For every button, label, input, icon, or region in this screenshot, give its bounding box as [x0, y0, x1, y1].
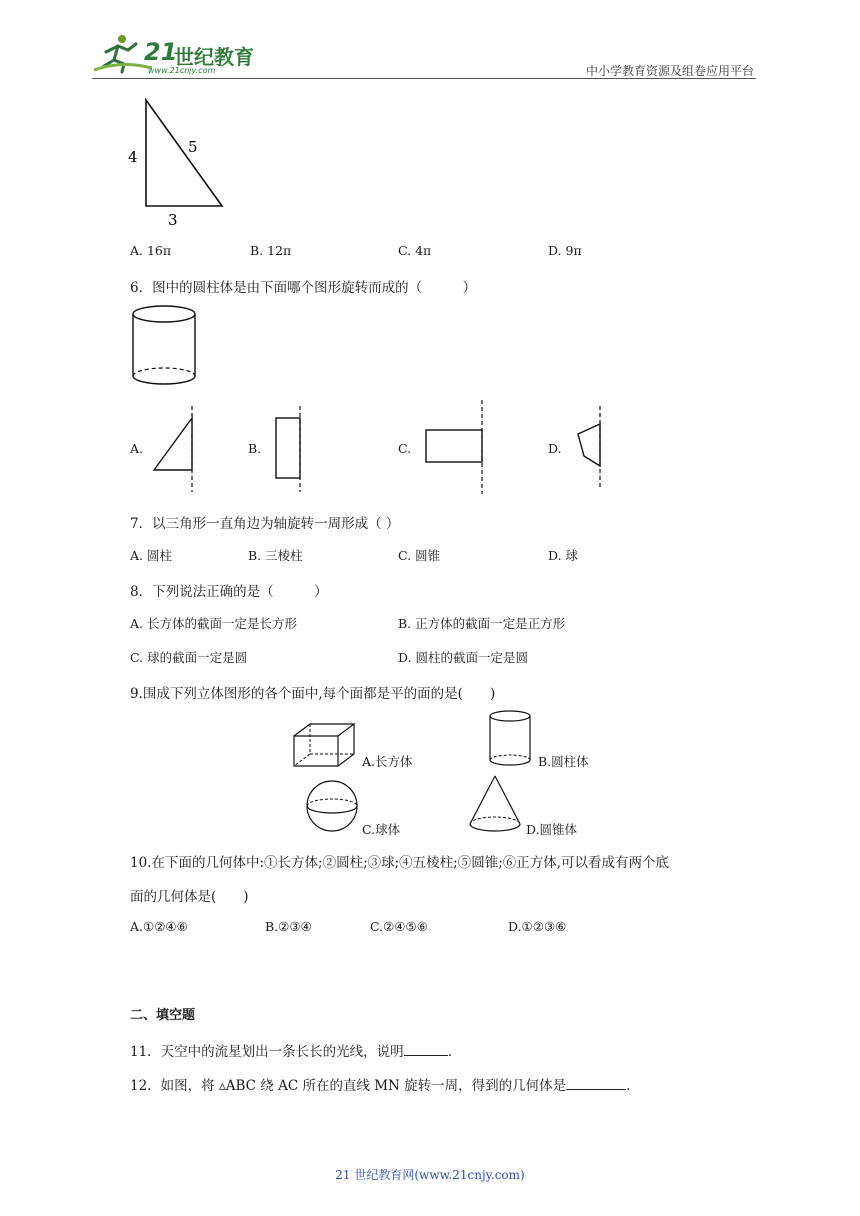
side-hyp-label: 5 [188, 138, 198, 156]
q5-option-c[interactable]: C. 4π [398, 243, 432, 258]
q9-option-a[interactable]: A.长方体 [362, 754, 413, 769]
q11 [130, 1040, 452, 1060]
q6-option-a[interactable]: A. [130, 441, 144, 456]
q8-text: 8．下列说法正确的是（ ） [130, 584, 328, 600]
right-triangle-figure [120, 92, 240, 232]
q6-text: 6．图中的圆柱体是由下面哪个图形旋转而成的（ ） [130, 280, 477, 296]
q12-answer-blank[interactable] [566, 1077, 626, 1090]
q9-cylinder-figure [486, 708, 536, 770]
footer-link[interactable]: 21 世纪教育网(www.21cnjy.com) [335, 1168, 525, 1182]
q12 [130, 1074, 630, 1094]
q12-text: 12．如图，将 ▵ABC 绕 AC 所在的直线 MN 旋转一周，得到的几何体是 [130, 1078, 567, 1094]
q10-option-b[interactable]: B.②③④ [265, 919, 312, 934]
logo-url: www.21cnjy.com [148, 66, 216, 75]
q5-option-d[interactable]: D. 9π [548, 243, 582, 258]
q10-option-a[interactable]: A.①②④⑥ [130, 919, 188, 934]
q11-answer-blank[interactable] [404, 1043, 448, 1056]
q7-option-d[interactable]: D. 球 [548, 548, 579, 563]
q6-rectangle-tall-option-figure [272, 404, 312, 494]
q7-option-c[interactable]: C. 圆锥 [398, 548, 441, 563]
q6-triangle-option-figure [150, 404, 202, 494]
header-divider [92, 78, 756, 79]
side-bottom-label: 3 [168, 211, 178, 229]
q10-option-d[interactable]: D.①②③⑥ [508, 919, 567, 934]
platform-name: 中小学教育资源及组卷应用平台 [585, 64, 754, 78]
q5-option-a[interactable]: A. 16π [130, 243, 172, 258]
q6-rectangle-wide-option-figure [422, 398, 492, 496]
q10-text-line1: 10.在下面的几何体中:①长方体;②圆柱;③球;④五棱柱;⑤圆锥;⑥正方体,可以看成有两个底 [130, 855, 670, 871]
q6-option-d[interactable]: D. [548, 441, 562, 456]
q9-option-d[interactable]: D.圆锥体 [526, 822, 578, 837]
cone-figure [466, 774, 524, 836]
q9-option-c[interactable]: C.球体 [362, 822, 401, 837]
q6-trapezoid-option-figure [570, 404, 610, 490]
q7-option-b[interactable]: B. 三棱柱 [248, 548, 303, 563]
q12-end: . [626, 1078, 631, 1094]
sphere-figure [304, 778, 360, 834]
logo-text: 世纪教育 [174, 45, 254, 69]
q6-option-c[interactable]: C. [398, 441, 412, 456]
q5-option-b[interactable]: B. 12π [250, 243, 292, 258]
q10-text-line2: 面的几何体是( ) [130, 889, 249, 905]
q8-option-d[interactable]: D. 圆柱的截面一定是圆 [398, 650, 529, 665]
q11-text: 11．天空中的流星划出一条长长的光线，说明 [130, 1044, 404, 1060]
q6-option-b[interactable]: B. [248, 441, 262, 456]
q10-option-c[interactable]: C.②④⑤⑥ [370, 919, 428, 934]
cylinder-figure [128, 302, 202, 390]
q8-option-a[interactable]: A. 长方体的截面一定是长方形 [130, 616, 297, 631]
q9-text: 9.围成下列立体图形的各个面中,每个面都是平的面的是( ) [130, 686, 496, 702]
q8-option-b[interactable]: B. 正方体的截面一定是正方形 [398, 616, 566, 631]
section-fill-blank-title: 二、填空题 [130, 1008, 196, 1023]
side-left-label: 4 [128, 148, 138, 166]
site-logo [92, 30, 262, 78]
q8-option-c[interactable]: C. 球的截面一定是圆 [130, 650, 248, 665]
q7-option-a[interactable]: A. 圆柱 [130, 548, 172, 563]
cuboid-figure [290, 722, 360, 770]
q11-end: . [447, 1044, 452, 1060]
q7-text: 7．以三角形一直角边为轴旋转一周形成（ ） [130, 516, 400, 532]
q9-option-b[interactable]: B.圆柱体 [538, 754, 589, 769]
logo-number: 21 [144, 38, 178, 66]
